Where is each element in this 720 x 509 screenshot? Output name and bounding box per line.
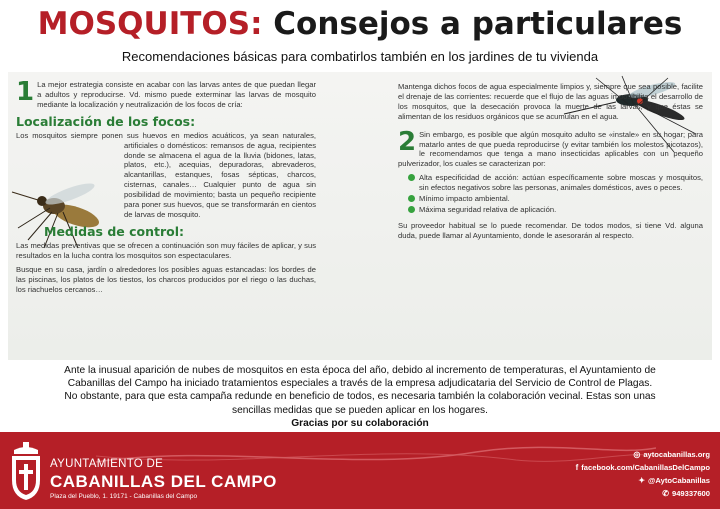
bullet-icon <box>408 174 415 181</box>
right-text-top: Mantenga dichos focos de agua especialmente limpios y, siempre que sea posible, facilite el drenaje de las corrientes: recuerde que el flujo de las aguas imposibilita el desarrollo de los mosquitos, que la desecación provoca la muerte de las larvas, y que éstas se alimentan de los residuos orgánicos que se acumulan en el agua. <box>398 82 703 121</box>
phone-link[interactable]: ✆ 949337600 <box>662 489 710 498</box>
twitter-link[interactable]: ✦ @AytoCabanillas <box>638 476 710 485</box>
medidas-text-2: Busque en su casa, jardín o alrededores los posibles aguas estancadas: los bordes de las piscinas, los platos de los tiestos, los charcos producidos por el riego o las duchas, los riachuelos cercanos… <box>16 264 316 294</box>
bullet-icon <box>408 206 415 213</box>
localizacion-text: Los mosquitos siempre ponen sus huevos en medios acuáticos, ya sean naturales, artificiales o domésticos: remansos de agua, recipientes donde se almacena el agua de la lluvia (bidones, latas, platos, etc.), acequias, depuradoras, abrevaderos, alcantarillas, estanques, fosas sépticas, charcos, cisternas, canales… Cualquier punto de agua sin posibilidad de movimiento; basta un pequeño recipiente para poner sus huevos, que se transformarán en cientos de larvas de mosquito. <box>16 130 316 219</box>
right-text-end: Su proveedor habitual se lo puede recomendar. De todos modos, si tiene Vd. alguna duda, puede llamar al Ayuntamiento, donde le asesorarán al respecto. <box>398 220 703 240</box>
page-subtitle: Recomendaciones básicas para combatirlos también en los jardines de tu vivienda <box>121 49 599 64</box>
step-number-2: 2 <box>398 126 417 157</box>
decorative-swirl <box>96 442 656 466</box>
page-title <box>0 4 720 44</box>
facebook-link[interactable]: f facebook.com/CabanillasDelCampo <box>575 463 710 472</box>
medidas-heading: Medidas de control: <box>44 223 185 239</box>
footer <box>0 432 720 509</box>
municipal-crest <box>8 440 44 502</box>
title-dark: Consejos a particulares <box>273 6 683 42</box>
bullet-list <box>408 173 703 215</box>
website-link[interactable]: ◎ aytocabanillas.org <box>633 450 710 459</box>
org-address: Plaza del Pueblo, 1. 19171 - Cabanillas del Campo <box>50 493 198 500</box>
medidas-text-1: Las medidas preventivas que se ofrecen a continuación son muy fáciles de aplicar, y sus resultados en la lucha contra los mosquitos son espectaculares. <box>16 240 316 260</box>
announcement-para-2: No obstante, para que esta campaña redunde en beneficio de todos, es necesaria también la colaboración vecinal. Estas son unas sencillas medidas que se pueden aplicar en los hogares. <box>64 391 656 416</box>
twitter-icon: ✦ <box>638 476 646 485</box>
announcement <box>60 364 660 430</box>
phone-icon: ✆ <box>662 489 669 498</box>
list-item: Máxima seguridad relativa de aplicación. <box>408 205 703 215</box>
contact-list <box>576 448 710 500</box>
thanks-line: Gracias por su colaboración <box>291 417 429 429</box>
left-column <box>16 77 316 298</box>
localizacion-heading: Localización de los focos: <box>16 113 196 129</box>
facebook-icon: f <box>575 463 579 472</box>
org-line-1: AYUNTAMIENTO DE <box>50 458 164 470</box>
content-panel <box>8 72 712 360</box>
right-column <box>398 82 703 245</box>
intro-text: La mejor estrategia consiste en acabar con las larvas antes de que puedan llegar a adultos y reproducirse. Vd. mismo puede exterminar las larvas de mosquito mediante la localización y neutralización de los focos de cría: <box>37 80 316 109</box>
org-line-2: CABANILLAS DEL CAMPO <box>50 472 277 491</box>
right-text-two: Sin embargo, es posible que algún mosquito adulto se «instale» en su hogar; para matarlo antes de que pueda reproducirse (y evitar también los molestos picotazos), le recomendamos que tenga a mano insecticidas aplicables con un pequeño pulverizador, los cuales se caracterizan por: <box>398 129 703 169</box>
list-item: Mínimo impacto ambiental. <box>408 194 703 204</box>
globe-icon: ◎ <box>633 450 641 459</box>
announcement-para-1: Ante la inusual aparición de nubes de mosquitos en esta época del año, debido al incremento de temperaturas, el Ayuntamiento de Cabanillas del Campo ha iniciado tratamientos especiales a través de la empresa adjudicataria del Servicio de Control de Plagas. <box>64 365 656 390</box>
step-number-1: 1 <box>16 77 35 107</box>
list-item: Alta especificidad de acción: actúan específicamente sobre moscas y mosquitos, sin efectos negativos sobre las personas, animales domésticos, aves o peces. <box>408 173 703 193</box>
bullet-icon <box>408 195 415 202</box>
title-red: MOSQUITOS: <box>37 6 263 42</box>
